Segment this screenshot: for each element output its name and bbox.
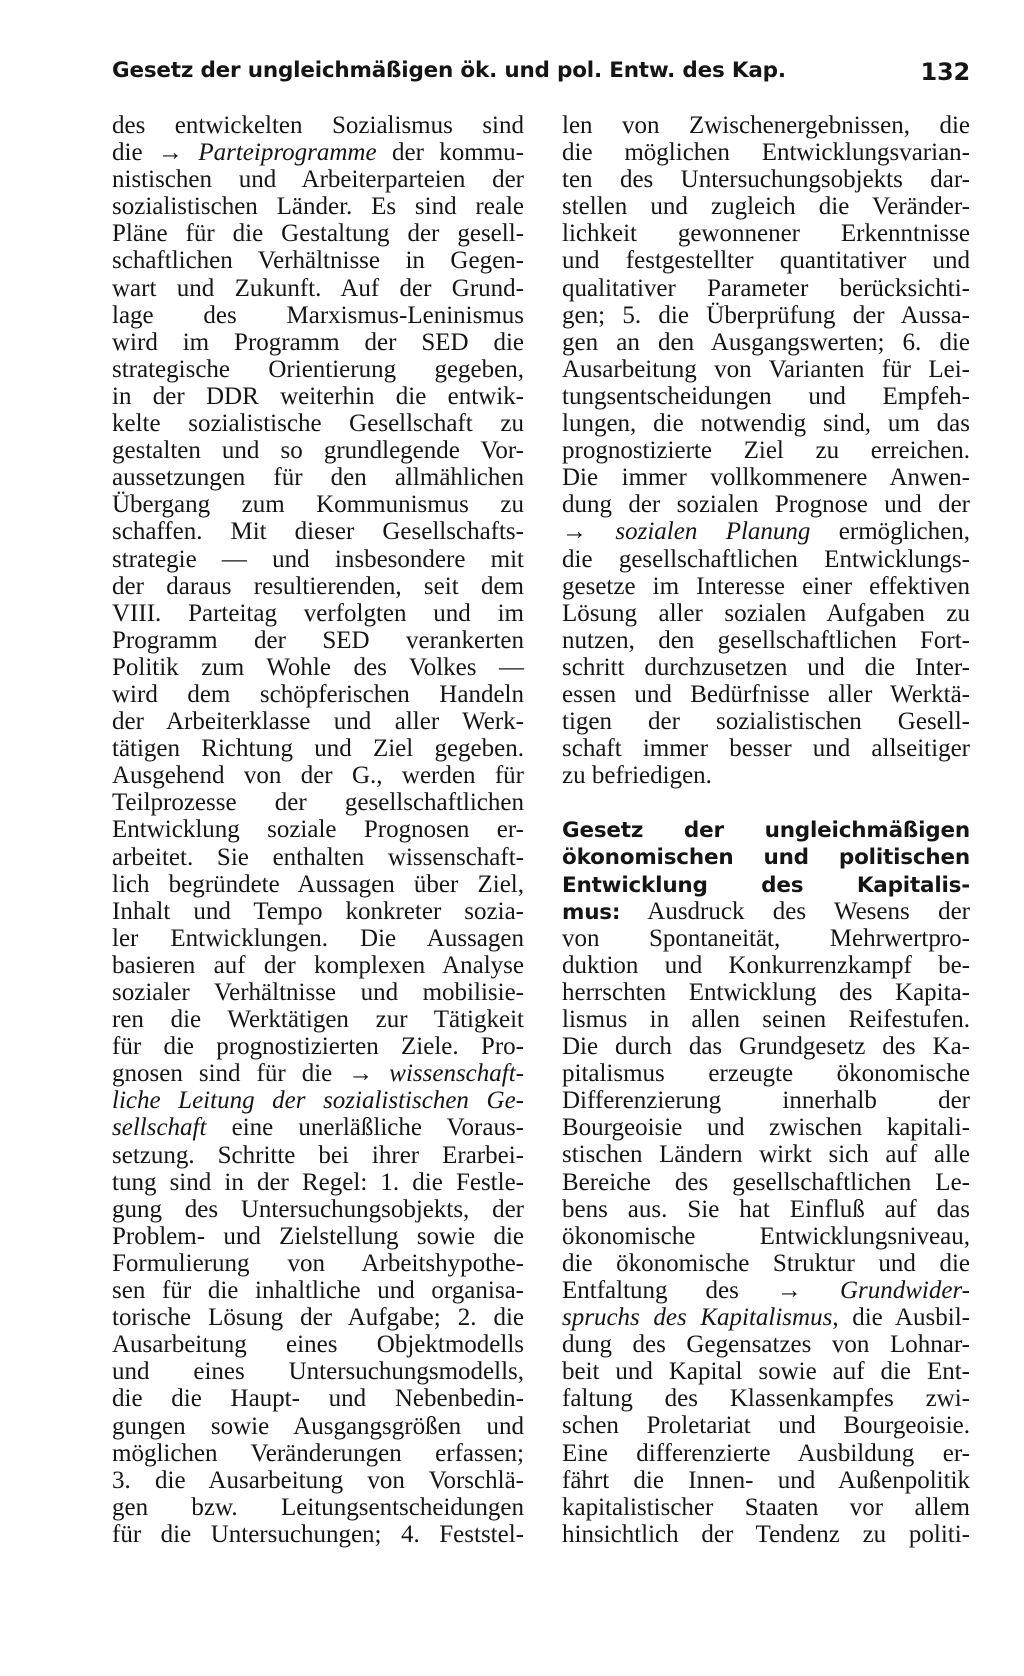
text-line (562, 546, 970, 573)
line-text: lungen, die notwendig sind, um das (562, 410, 970, 438)
line-text: gen; 5. die Überprüfung der Aussa- (562, 301, 970, 329)
line-text: Bourgeoisie und zwischen kapitali- (562, 1114, 970, 1142)
dictionary-entry (562, 816, 970, 1548)
text-line (112, 789, 524, 816)
line-text: gung des Untersuchungsobjekts, der (112, 1195, 524, 1223)
entry-body (562, 925, 970, 1548)
text-line (112, 735, 524, 762)
line-text: tigen der sozialistischen Gesell- (562, 708, 970, 736)
text-line (112, 573, 524, 600)
line-text: qualitativer Parameter berücksichti- (562, 274, 970, 302)
line-text: hinsichtlich der Tendenz zu politi- (562, 1520, 970, 1548)
text-line (562, 464, 970, 491)
text-line (112, 871, 524, 898)
line-text: lichkeit gewonnener Erkenntnisse (562, 220, 970, 248)
text-line (112, 356, 524, 383)
line-text: stischen Ländern wirkt sich auf alle (562, 1141, 970, 1169)
line-text: len von Zwischenergebnissen, die (562, 112, 970, 139)
line-text: gnosen sind für die → (112, 1060, 390, 1088)
text-line (112, 627, 524, 654)
line-text: wird dem schöpferischen Handeln (112, 680, 524, 708)
line-text: bens aus. Sie hat Einfluß auf das (562, 1195, 970, 1223)
text-line (112, 1087, 524, 1114)
line-text: beit und Kapital sowie auf die Ent- (562, 1358, 970, 1386)
text-line (562, 1169, 970, 1196)
entry-definition-start: Ausdruck des Wesens der (620, 897, 970, 925)
line-text: nutzen, den gesellschaftlichen Fort- (562, 626, 970, 654)
text-line (562, 1412, 970, 1439)
line-text: Ausarbeitung von Varianten für Lei- (562, 355, 970, 383)
text-line (112, 166, 524, 193)
line-text: Programm der SED verankerten (112, 626, 524, 654)
line-text: faltung des Klassenkampfes zwi- (562, 1385, 970, 1413)
text-line (112, 1494, 524, 1521)
text-line (112, 1114, 524, 1141)
text-line (112, 275, 524, 302)
line-text: Pläne für die Gestaltung der gesell- (112, 220, 524, 248)
line-text: wird im Programm der SED die (112, 328, 524, 356)
cross-reference-term: wissenschaft- (389, 1060, 524, 1088)
text-line (562, 1467, 970, 1494)
line-text: die die Haupt- und Nebenbedin- (112, 1385, 524, 1413)
line-text: sen für die inhaltliche und organisa- (112, 1277, 524, 1305)
line-text: von Spontaneität, Mehrwertpro- (562, 924, 970, 952)
text-line (562, 1331, 970, 1358)
text-line (112, 1304, 524, 1331)
text-line (562, 654, 970, 681)
text-line (562, 600, 970, 627)
line-text: für die Untersuchungen; 4. Feststel- (112, 1520, 524, 1548)
line-text: Die immer vollkommenere Anwen- (562, 464, 970, 492)
line-text: VIII. Parteitag verfolgten und im (112, 599, 524, 627)
text-line (112, 844, 524, 871)
line-text: Problem- und Zielstellung sowie die (112, 1222, 524, 1250)
line-text: arbeitet. Sie enthalten wissenschaft- (112, 843, 524, 871)
text-line (562, 708, 970, 735)
line-text: schaft immer besser und allseitiger (562, 735, 970, 763)
line-text: wart und Zukunft. Auf der Grund- (112, 274, 524, 302)
line-text: essen und Bedürfnisse aller Werktä- (562, 680, 970, 708)
line-text: und festgestellter quantitativer und (562, 247, 970, 275)
line-text: strategie — und insbesondere mit (112, 545, 524, 573)
text-line (112, 1060, 524, 1087)
text-line (112, 437, 524, 464)
text-line (562, 925, 970, 952)
text-line (112, 1385, 524, 1412)
line-text: schritt durchzusetzen und die Inter- (562, 653, 970, 681)
entry-heading-text: Entwicklung des Kapitalis- (562, 872, 970, 898)
text-line (562, 1358, 970, 1385)
cross-reference-term: sozialen Planung (615, 518, 811, 546)
line-text: Bereiche des gesellschaftlichen Le- (562, 1168, 970, 1196)
text-line (562, 518, 970, 545)
running-title: Gesetz der ungleichmäßigen ök. und pol. Entw. des Kap. (112, 58, 786, 83)
entry-heading-final-line (562, 898, 970, 925)
line-text: basieren auf der komplexen Analyse (112, 951, 524, 979)
line-text: schaftlichen Verhältnisse in Gegen- (112, 247, 524, 275)
line-text: herrschten Entwicklung des Kapita- (562, 978, 970, 1006)
text-line (112, 518, 524, 545)
text-line (562, 410, 970, 437)
line-text: kelte sozialistische Gesellschaft zu (112, 410, 524, 438)
line-text: zu befriedigen. (562, 762, 712, 790)
line-text: torische Lösung der Aufgabe; 2. die (112, 1304, 524, 1332)
line-text: für die prognostizierten Ziele. Pro- (112, 1033, 524, 1061)
line-text: schaffen. Mit dieser Gesellschafts- (112, 518, 524, 546)
entry-heading-text: ökonomischen und politischen (562, 845, 970, 871)
text-line (112, 383, 524, 410)
entry-heading-tail: mus: (562, 899, 621, 925)
line-text: lich begründete Aussagen über Ziel, (112, 870, 524, 898)
text-line (562, 220, 970, 247)
text-line (562, 275, 970, 302)
line-text: dung der sozialen Prognose und der (562, 491, 970, 519)
text-line (112, 1223, 524, 1250)
line-text: die ökonomische Struktur und die (562, 1249, 970, 1277)
entry-heading (562, 816, 970, 897)
line-text: in der DDR weiterhin die entwik- (112, 382, 524, 410)
right-column (562, 112, 970, 1548)
text-line (112, 816, 524, 843)
text-line (112, 1413, 524, 1440)
line-text: gungen sowie Ausgangsgrößen und (112, 1412, 524, 1440)
left-column (112, 112, 524, 1548)
text-line (112, 979, 524, 1006)
text-line (562, 356, 970, 383)
text-line (112, 302, 524, 329)
text-line (112, 1142, 524, 1169)
text-line (112, 139, 524, 166)
text-line (562, 112, 970, 139)
text-line (112, 1521, 524, 1548)
cross-reference-term: Grundwider- (839, 1276, 970, 1304)
text-line (562, 627, 970, 654)
text-line (112, 1358, 524, 1385)
line-text: Inhalt und Tempo konkreter sozia- (112, 897, 524, 925)
line-text: tung sind in der Regel: 1. die Festle- (112, 1168, 524, 1196)
line-text: ökonomische Entwicklungsniveau, (562, 1222, 970, 1250)
text-line (112, 220, 524, 247)
cross-reference-term: liche Leitung der sozialistischen Ge- (112, 1087, 524, 1115)
line-text: fährt die Innen- und Außenpolitik (562, 1466, 970, 1494)
text-line (112, 654, 524, 681)
text-line (112, 925, 524, 952)
line-text: Ausgehend von der G., werden für (112, 762, 524, 790)
line-text: die → (112, 139, 199, 167)
line-text: Entwicklung soziale Prognosen er- (112, 816, 524, 844)
line-text: möglichen Veränderungen erfassen; (112, 1439, 524, 1467)
line-text: lage des Marxismus-Leninismus (112, 301, 524, 329)
line-text: der Arbeiterklasse und aller Werk- (112, 708, 524, 736)
text-line (562, 139, 970, 166)
text-line (112, 600, 524, 627)
text-line (562, 1440, 970, 1467)
line-text: tungsentscheidungen und Empfeh- (562, 382, 970, 410)
text-line (112, 762, 524, 789)
line-text: → (562, 518, 616, 546)
line-text: Eine differenzierte Ausbildung er- (562, 1439, 970, 1467)
entry-heading-text: Gesetz der ungleichmäßigen (562, 818, 970, 844)
text-line (112, 546, 524, 573)
text-line (562, 302, 970, 329)
line-text: die möglichen Entwicklungsvarian- (562, 139, 970, 167)
line-text: schen Proletariat und Bourgeoisie. (562, 1412, 970, 1440)
text-line (562, 329, 970, 356)
text-line (112, 681, 524, 708)
line-text-after: , die Ausbil- (832, 1304, 970, 1332)
cross-reference-term: spruchs des Kapitalismus (562, 1304, 833, 1332)
entry-heading-line (562, 816, 970, 843)
text-line (562, 1196, 970, 1223)
line-text: Lösung aller sozialen Aufgaben zu (562, 599, 970, 627)
entry-heading-line (562, 871, 970, 898)
line-text: ler Entwicklungen. Die Aussagen (112, 924, 524, 952)
line-text: tätigen Richtung und Ziel gegeben. (112, 735, 524, 763)
text-line (112, 1250, 524, 1277)
text-line (112, 1467, 524, 1494)
line-text: ten des Untersuchungsobjekts dar- (562, 166, 970, 194)
line-text: sozialistischen Länder. Es sind reale (112, 193, 524, 221)
line-text: der daraus resultierenden, seit dem (112, 572, 524, 600)
line-text: setzung. Schritte bei ihrer Erarbei- (112, 1141, 524, 1169)
page-number: 132 (920, 58, 970, 86)
text-line (112, 193, 524, 220)
text-line (562, 573, 970, 600)
text-line (562, 1223, 970, 1250)
line-text: Teilprozesse der gesellschaftlichen (112, 789, 524, 817)
text-line (112, 410, 524, 437)
text-line (562, 1033, 970, 1060)
text-line (562, 681, 970, 708)
line-text: gestalten und so grundlegende Vor- (112, 437, 524, 465)
line-text: Übergang zum Kommunismus zu (112, 491, 524, 519)
line-text: kapitalistischer Staaten vor allem (562, 1493, 970, 1521)
line-text: gen an den Ausgangswerten; 6. die (562, 328, 970, 356)
right-column-continuation (562, 112, 970, 789)
text-line (562, 979, 970, 1006)
line-text: stellen und zugleich die Veränder- (562, 193, 970, 221)
line-text-after: der kommu- (376, 139, 525, 167)
line-text: Politik zum Wohle des Volkes — (112, 653, 524, 681)
text-line (562, 735, 970, 762)
text-line (562, 762, 970, 789)
line-text: prognostizierte Ziel zu erreichen. (562, 437, 970, 465)
line-text: aussetzungen für den allmählichen (112, 464, 524, 492)
text-line (562, 193, 970, 220)
text-line (562, 166, 970, 193)
text-line (562, 1114, 970, 1141)
text-line (112, 1440, 524, 1467)
text-line (562, 491, 970, 518)
text-line (112, 112, 524, 139)
line-text: und eines Untersuchungsmodells, (112, 1358, 524, 1386)
text-line (562, 1250, 970, 1277)
line-text: nistischen und Arbeiterparteien der (112, 166, 524, 194)
text-line (562, 1006, 970, 1033)
line-text-after: ermöglichen, (810, 518, 970, 546)
paragraph-gap (562, 789, 970, 816)
cross-reference-term: sellschaft (112, 1114, 207, 1142)
text-line (562, 383, 970, 410)
text-line (562, 1304, 970, 1331)
text-line (112, 1033, 524, 1060)
text-line (562, 1494, 970, 1521)
text-line (112, 1006, 524, 1033)
line-text: sozialer Verhältnisse und mobilisie- (112, 979, 524, 1006)
text-line (562, 1060, 970, 1087)
line-text: die gesellschaftlichen Entwicklungs- (562, 545, 970, 573)
text-line (562, 1385, 970, 1412)
text-line (112, 1277, 524, 1304)
text-line (112, 247, 524, 274)
line-text: pitalismus erzeugte ökonomische (562, 1060, 970, 1088)
text-line (562, 1141, 970, 1168)
line-text: 3. die Ausarbeitung von Vorschlä- (112, 1466, 524, 1494)
text-line (562, 1277, 970, 1304)
text-line (112, 708, 524, 735)
line-text: Ausarbeitung eines Objektmodells (112, 1331, 524, 1359)
text-line (112, 1331, 524, 1358)
text-line (112, 464, 524, 491)
text-line (562, 1087, 970, 1114)
text-line (112, 1169, 524, 1196)
running-header (112, 58, 970, 86)
line-text-after: eine unerläßliche Voraus- (206, 1114, 524, 1142)
cross-reference-term: Parteiprogramme (198, 139, 377, 167)
text-line (112, 898, 524, 925)
line-text: Formulierung von Arbeitshypothe- (112, 1249, 524, 1277)
text-line (112, 1196, 524, 1223)
line-text: Die durch das Grundgesetz des Ka- (562, 1033, 970, 1061)
text-line (562, 1521, 970, 1548)
text-line (562, 437, 970, 464)
line-text: Differenzierung innerhalb der (562, 1087, 970, 1115)
entry-heading-line (562, 843, 970, 870)
line-text: des entwickelten Sozialismus sind (112, 112, 524, 139)
line-text: gen bzw. Leitungsentscheidungen (112, 1493, 524, 1521)
text-line (112, 952, 524, 979)
text-line (562, 247, 970, 274)
line-text: Entfaltung des → (562, 1276, 840, 1304)
text-line (112, 491, 524, 518)
line-text: duktion und Konkurrenzkampf be- (562, 951, 970, 979)
line-text: ren die Werktätigen zur Tätigkeit (112, 1006, 524, 1034)
line-text: strategische Orientierung gegeben, (112, 355, 524, 383)
text-line (562, 952, 970, 979)
line-text: dung des Gegensatzes von Lohnar- (562, 1331, 970, 1359)
line-text: lismus in allen seinen Reifestufen. (562, 1006, 970, 1033)
text-line (112, 329, 524, 356)
line-text: gesetze im Interesse einer effektiven (562, 572, 970, 600)
